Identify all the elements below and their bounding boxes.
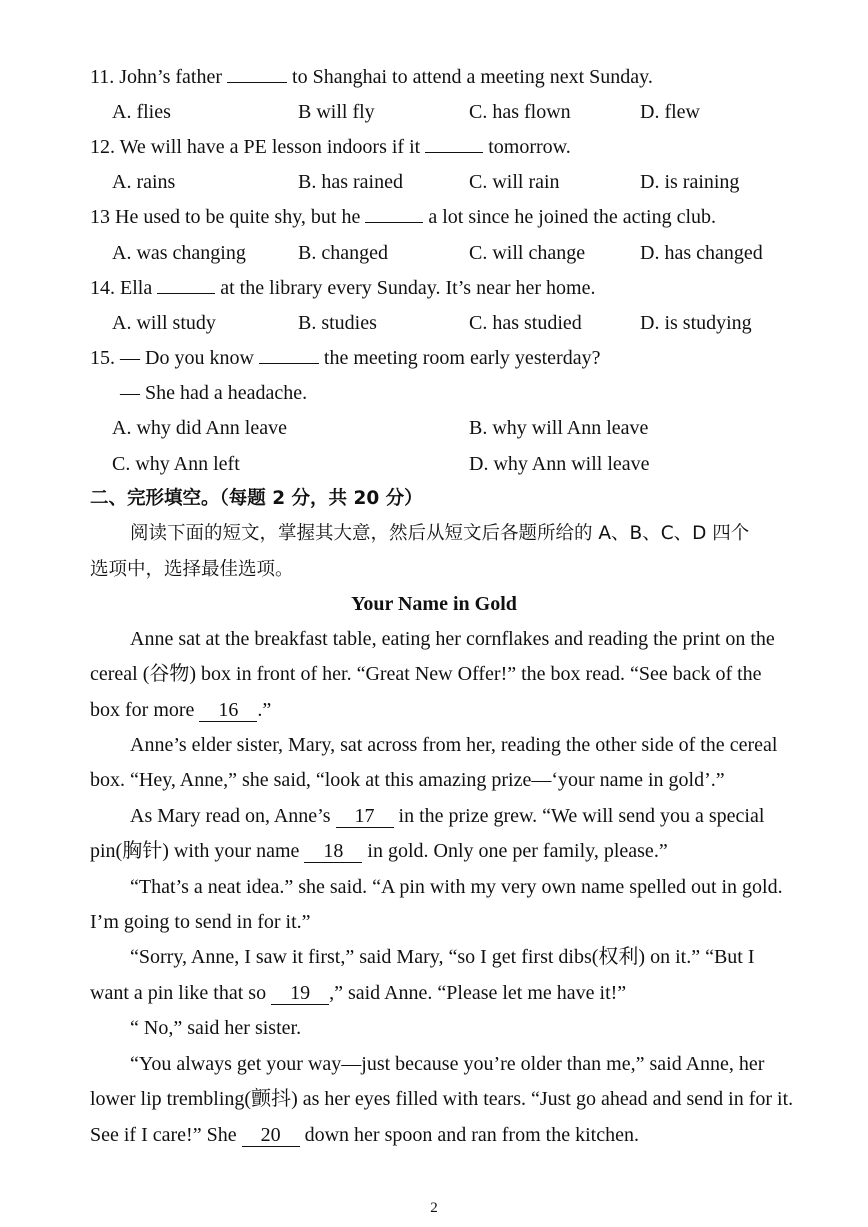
question-stem-end: to Shanghai to attend a meeting next Sunday. bbox=[292, 66, 653, 88]
passage-text: box for more bbox=[90, 699, 195, 721]
question-number: 14. bbox=[90, 277, 115, 299]
question-stem-end: tomorrow. bbox=[488, 136, 571, 158]
passage-line: Anne sat at the breakfast table, eating her cornflakes and reading the print on the bbox=[130, 628, 775, 650]
dialogue-reply: — She had a headache. bbox=[120, 382, 308, 404]
blank-16: 16 bbox=[199, 699, 257, 722]
option-d: D. why Ann will leave bbox=[469, 453, 650, 475]
passage-line: Anne’s elder sister, Mary, sat across from her, reading the other side of the cereal bbox=[130, 734, 778, 756]
question-stem: John’s father bbox=[119, 66, 223, 88]
section-instruction-continued: 选项中，选择最佳选项。 bbox=[90, 559, 294, 580]
passage-text: As Mary read on, Anne’s bbox=[130, 805, 331, 827]
option-d: D. is studying bbox=[640, 312, 752, 334]
answer-blank bbox=[157, 293, 215, 294]
passage-line: “That’s a neat idea.” she said. “A pin with my very own name spelled out in gold. bbox=[130, 876, 783, 898]
passage-line: box. “Hey, Anne,” she said, “look at this amazing prize—‘your name in gold’.” bbox=[90, 769, 725, 791]
question-15 bbox=[90, 345, 600, 371]
passage-line bbox=[90, 980, 626, 1006]
passage-text: in the prize grew. “We will send you a special bbox=[398, 805, 765, 827]
passage-line: I’m going to send in for it.” bbox=[90, 911, 311, 933]
option-c: C. will rain bbox=[469, 171, 560, 193]
option-c: C. has studied bbox=[469, 312, 582, 334]
question-number: 13 bbox=[90, 206, 110, 228]
option-b: B. studies bbox=[298, 312, 377, 334]
question-stem: — Do you know bbox=[120, 347, 254, 369]
blank-20: 20 bbox=[242, 1124, 300, 1147]
question-number: 15. bbox=[90, 347, 115, 369]
question-14 bbox=[90, 275, 595, 301]
option-b: B. changed bbox=[298, 242, 388, 264]
question-stem-end: at the library every Sunday. It’s near her home. bbox=[220, 277, 596, 299]
option-b: B will fly bbox=[298, 101, 375, 123]
question-12 bbox=[90, 134, 571, 160]
question-13 bbox=[90, 204, 716, 230]
passage-line bbox=[90, 697, 271, 723]
blank-19: 19 bbox=[271, 982, 329, 1005]
passage-line: “Sorry, Anne, I saw it first,” said Mary, “so I get first dibs(权利) on it.” “But I bbox=[130, 946, 755, 968]
option-c: C. why Ann left bbox=[112, 453, 240, 475]
page-number: 2 bbox=[430, 1200, 438, 1216]
question-stem-end: a lot since he joined the acting club. bbox=[428, 206, 717, 228]
option-b: B. why will Ann leave bbox=[469, 417, 649, 439]
passage-text: want a pin like that so bbox=[90, 982, 267, 1004]
blank-17: 17 bbox=[336, 805, 394, 828]
option-c: C. has flown bbox=[469, 101, 571, 123]
passage-line bbox=[130, 803, 764, 829]
passage-text: pin(胸针) with your name bbox=[90, 840, 300, 862]
question-11 bbox=[90, 64, 653, 90]
blank-18: 18 bbox=[304, 840, 362, 863]
option-a: A. why did Ann leave bbox=[112, 417, 287, 439]
question-number: 11. bbox=[90, 66, 115, 88]
passage-line: cereal (谷物) box in front of her. “Great New Offer!” the box read. “See back of the bbox=[90, 663, 762, 685]
option-b: B. has rained bbox=[298, 171, 403, 193]
question-stem-end: the meeting room early yesterday? bbox=[323, 347, 601, 369]
passage-text: .” bbox=[257, 699, 272, 721]
section-heading: 二、完形填空。（每题 2 分，共 20 分） bbox=[90, 488, 423, 509]
answer-blank bbox=[365, 222, 423, 223]
option-d: D. has changed bbox=[640, 242, 763, 264]
passage-text: down her spoon and ran from the kitchen. bbox=[304, 1124, 639, 1146]
answer-blank bbox=[425, 152, 483, 153]
answer-blank bbox=[227, 82, 287, 83]
question-number: 12. bbox=[90, 136, 115, 158]
passage-title: Your Name in Gold bbox=[351, 593, 517, 615]
passage-text: in gold. Only one per family, please.” bbox=[367, 840, 668, 862]
question-stem: He used to be quite shy, but he bbox=[115, 206, 361, 228]
option-a: A. was changing bbox=[112, 242, 246, 264]
option-d: D. flew bbox=[640, 101, 700, 123]
section-instruction: 阅读下面的短文，掌握其大意，然后从短文后各题所给的 A、B、C、D 四个 bbox=[130, 523, 750, 544]
passage-line bbox=[90, 838, 668, 864]
option-d: D. is raining bbox=[640, 171, 740, 193]
option-a: A. will study bbox=[112, 312, 216, 334]
question-stem: Ella bbox=[120, 277, 153, 299]
passage-text: ,” said Anne. “Please let me have it!” bbox=[329, 982, 627, 1004]
passage-text: See if I care!” She bbox=[90, 1124, 237, 1146]
passage-line: “ No,” said her sister. bbox=[130, 1017, 302, 1039]
option-a: A. flies bbox=[112, 101, 171, 123]
answer-blank bbox=[259, 363, 319, 364]
option-a: A. rains bbox=[112, 171, 176, 193]
passage-line: “You always get your way—just because you’re older than me,” said Anne, her bbox=[130, 1053, 765, 1075]
option-c: C. will change bbox=[469, 242, 586, 264]
passage-line: lower lip trembling(颤抖) as her eyes filled with tears. “Just go ahead and send in for it. bbox=[90, 1088, 794, 1110]
passage-line bbox=[90, 1122, 639, 1148]
question-stem: We will have a PE lesson indoors if it bbox=[119, 136, 421, 158]
